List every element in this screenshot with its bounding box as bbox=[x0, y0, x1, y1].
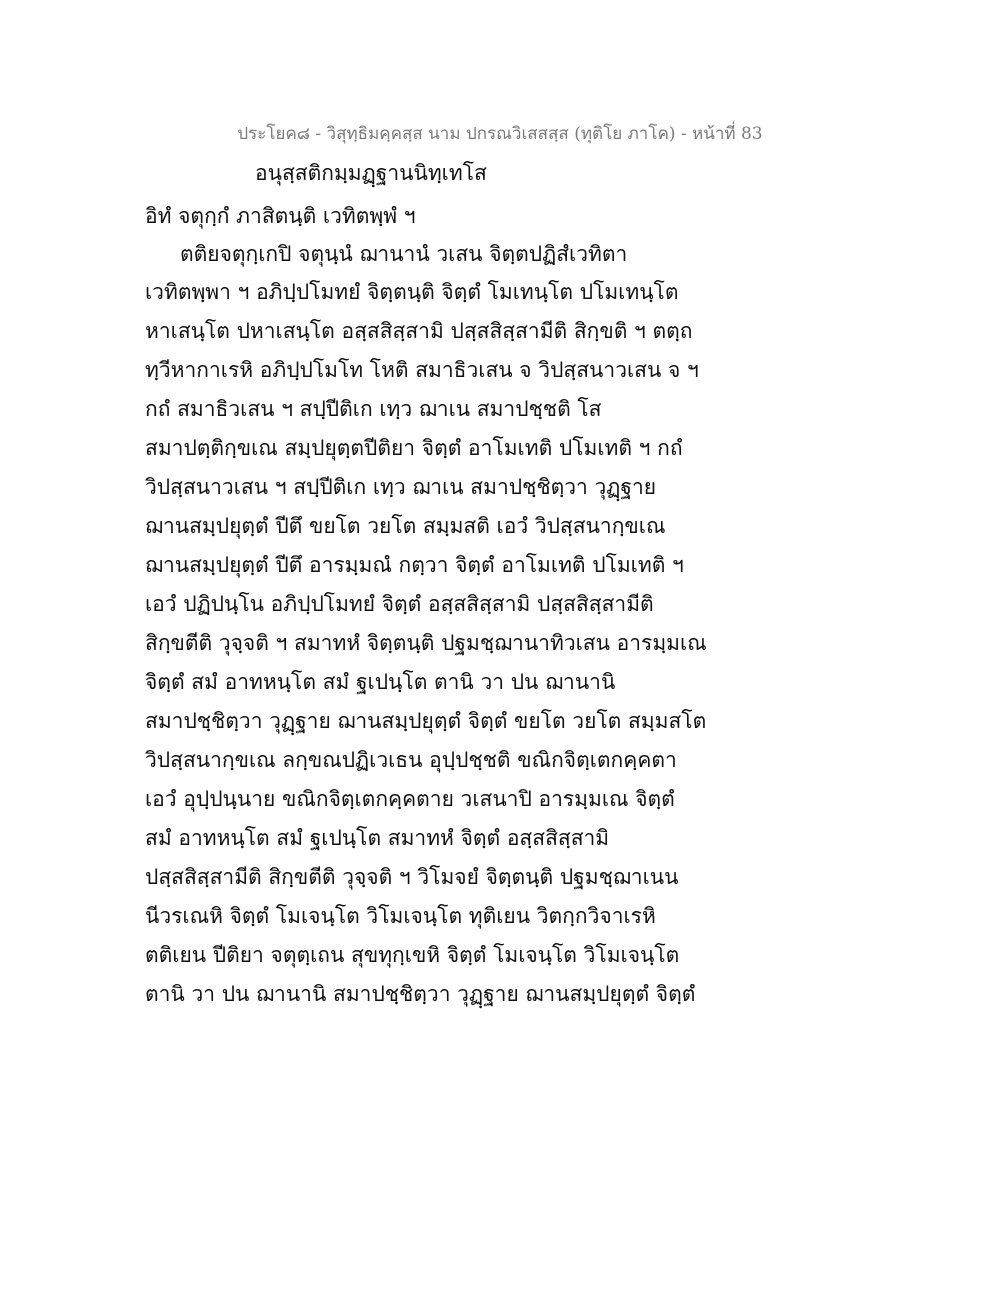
text-line: กถํ สมาธิวเสน ฯ สปฺปีติเก เทฺว ฌาเน สมาปชฺชติ โส bbox=[145, 397, 602, 421]
text-line: ตติเยน ปีติยา จตุตฺเถน สุขทุกฺเขหิ จิตฺตํ โมเจนฺโต วิโมเจนฺโต bbox=[145, 943, 680, 967]
text-line: วิปสฺสนากฺขเณ ลกฺขณปฏิเวเธน อุปฺปชฺชติ ขณิกจิตฺเตกคฺคตา bbox=[145, 748, 677, 772]
text-line: จิตฺตํ สมํ อาทหนฺโต สมํ ฐเปนฺโต ตานิ วา ปน ฌานานิ bbox=[145, 670, 616, 694]
text-line: เวทิตพฺพา ฯ อภิปฺปโมทยํ จิตฺตนฺติ จิตฺตํ โมเทนฺโต ปโมเทนฺโต bbox=[145, 280, 679, 304]
running-header: ประโยค๘ - วิสุทฺธิมคฺคสฺส นาม ปกรณวิเสสสฺส (ทุติโย ภาโค) - หน้าที่ 83 bbox=[237, 124, 763, 144]
text-line: เอวํ อุปฺปนฺนาย ขณิกจิตฺเตกคฺคตาย วเสนาปิ อารมฺมเณ จิตฺตํ bbox=[145, 787, 675, 811]
text-line: อิทํ จตุกฺกํ ภาสิตนฺติ เวทิตพฺพํ ฯ bbox=[145, 204, 416, 228]
text-line: สมํ อาทหนฺโต สมํ ฐเปนฺโต สมาทหํ จิตฺตํ อสฺสสิสฺสามิ bbox=[145, 826, 610, 850]
text-line: สมาปตฺติกฺขเณ สมฺปยุตฺตปีติยา จิตฺตํ อาโมเทติ ปโมเทติ ฯ กถํ bbox=[145, 436, 683, 460]
text-line: หาเสนฺโต ปหาเสนฺโต อสฺสสิสฺสามิ ปสฺสสิสฺสามีติ สิกฺขติ ฯ ตตฺถ bbox=[145, 319, 693, 343]
text-line: เอวํ ปฏิปนฺโน อภิปฺปโมทยํ จิตฺตํ อสฺสสิสฺสามิ ปสฺสสิสฺสามีติ bbox=[145, 592, 654, 616]
text-line: ฌานสมฺปยุตฺตํ ปีตึ ขยโต วยโต สมฺมสติ เอวํ วิปสฺสนากฺขเณ bbox=[145, 514, 666, 538]
text-line: ฌานสมฺปยุตฺตํ ปีตึ อารมฺมณํ กตฺวา จิตฺตํ อาโมเทติ ปโมเทติ ฯ bbox=[145, 553, 684, 577]
text-line: ตานิ วา ปน ฌานานิ สมาปชฺชิตฺวา วุฏฺฐาย ฌานสมฺปยุตฺตํ จิตฺตํ bbox=[145, 982, 696, 1006]
text-line: สมาปชฺชิตฺวา วุฏฺฐาย ฌานสมฺปยุตฺตํ จิตฺตํ ขยโต วยโต สมฺมสโต bbox=[145, 709, 707, 733]
text-line: นีวรเณหิ จิตฺตํ โมเจนฺโต วิโมเจนฺโต ทุติเยน วิตกฺกวิจาเรหิ bbox=[145, 904, 656, 928]
text-line: สิกฺขตีติ วุจฺจติ ฯ สมาทหํ จิตฺตนฺติ ปฐมชฺฌานาทิวเสน อารมฺมเณ bbox=[145, 631, 707, 655]
text-line: วิปสฺสนาวเสน ฯ สปฺปีติเก เทฺว ฌาเน สมาปชฺชิตฺวา วุฏฺฐาย bbox=[145, 475, 657, 499]
section-title: อนุสฺสติกมฺมฏฺฐานนิทฺเทโส bbox=[255, 161, 487, 185]
text-line: ทฺวีหากาเรหิ อภิปฺปโมโท โหติ สมาธิวเสน จ วิปสฺสนาวเสน จ ฯ bbox=[145, 358, 699, 382]
text-line: ตติยจตุกฺเกปิ จตุนฺนํ ฌานานํ วเสน จิตฺตปฏิสํเวทิตา bbox=[180, 242, 628, 266]
text-line: ปสฺสสิสฺสามีติ สิกฺขตีติ วุจฺจติ ฯ วิโมจยํ จิตฺตนฺติ ปฐมชฺฌาเนน bbox=[145, 865, 679, 889]
